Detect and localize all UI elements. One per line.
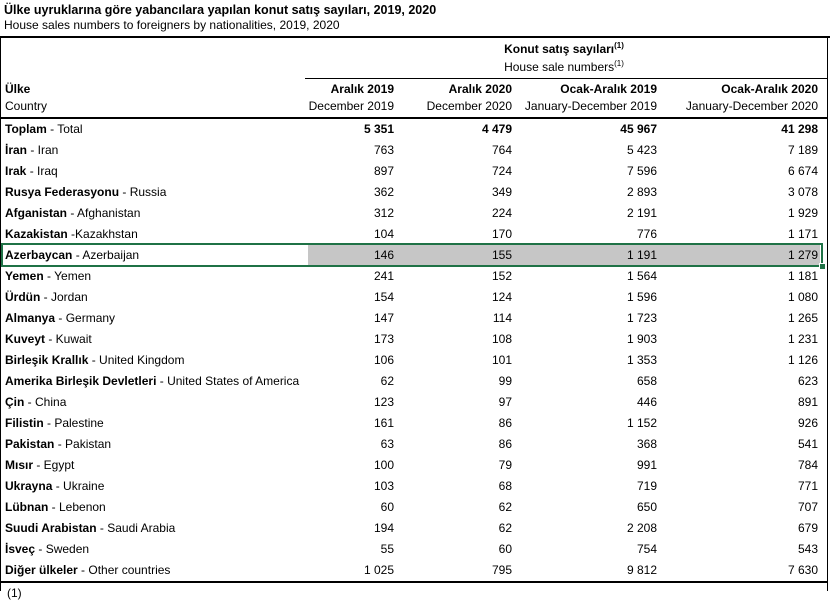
table-row[interactable]	[1, 308, 827, 329]
row-values	[308, 329, 820, 350]
value-cell[interactable]: 897	[373, 164, 394, 178]
value-cell[interactable]: 3 078	[787, 185, 818, 199]
country-name-en: - Sweden	[35, 542, 90, 556]
value-cell[interactable]: 764	[491, 143, 512, 157]
table-row[interactable]	[1, 140, 827, 161]
value-cell[interactable]: 795	[491, 563, 512, 577]
value-cell[interactable]: 60	[498, 542, 512, 556]
value-cell[interactable]: 541	[797, 437, 818, 451]
country-name-en: - Yemen	[43, 269, 92, 283]
column-header-january-december-2020: January-December 2020	[685, 99, 818, 113]
country-name-en: - Other countries	[77, 563, 171, 577]
table-row[interactable]	[1, 518, 827, 539]
country-name-tr: Birleşik Krallık	[5, 353, 89, 367]
column-header-aralik-2020: Aralık 2020	[448, 82, 512, 96]
value-cell[interactable]: 623	[797, 374, 818, 388]
country-name-tr: Afganistan	[5, 206, 68, 220]
value-cell[interactable]: 754	[636, 542, 657, 556]
row-values	[308, 203, 820, 224]
value-cell[interactable]: 124	[491, 290, 512, 304]
value-cell[interactable]: 2 208	[626, 521, 657, 535]
country-name-tr: Kuveyt	[5, 332, 46, 346]
column-header-aralik-2019: Aralık 2019	[330, 82, 394, 96]
value-cell[interactable]: 5 351	[363, 122, 394, 136]
country-cell[interactable]	[1, 119, 308, 140]
value-cell[interactable]: 1 279	[787, 248, 818, 262]
table-row[interactable]	[1, 539, 827, 560]
row-values	[308, 224, 820, 245]
country-name-en: - Pakistan	[54, 437, 112, 451]
country-cell[interactable]	[1, 203, 308, 224]
value-cell[interactable]: 1 126	[787, 353, 818, 367]
page-subtitle: House sales numbers to foreigners by nationalities, 2019, 2020	[4, 18, 340, 32]
bottom-rule	[1, 581, 827, 583]
table-row[interactable]	[1, 371, 827, 392]
row-values	[308, 371, 820, 392]
row-values	[308, 308, 820, 329]
group-header-en	[308, 58, 820, 78]
country-cell[interactable]	[1, 371, 308, 392]
country-name-en: - Lebenon	[48, 500, 106, 514]
country-name-tr: Rusya Federasyonu	[5, 185, 120, 199]
country-name-en: - Azerbaijan	[72, 248, 140, 262]
value-cell[interactable]: 446	[636, 395, 657, 409]
group-header-tr	[308, 38, 820, 58]
value-cell[interactable]: 2 893	[626, 185, 657, 199]
country-name-tr: İran	[5, 143, 28, 157]
value-cell[interactable]: 1 025	[363, 563, 394, 577]
value-cell[interactable]: 1 181	[787, 269, 818, 283]
column-header-ocak-aralik-2019: Ocak-Aralık 2019	[560, 82, 657, 96]
country-name-en: - Total	[46, 122, 83, 136]
value-cell[interactable]: 1 080	[787, 290, 818, 304]
value-cell[interactable]: 79	[498, 458, 512, 472]
value-cell[interactable]: 312	[373, 206, 394, 220]
value-cell[interactable]: 4 479	[481, 122, 512, 136]
value-cell[interactable]: 2 191	[626, 206, 657, 220]
value-cell[interactable]: 86	[498, 416, 512, 430]
value-cell[interactable]: 161	[373, 416, 394, 430]
table-row[interactable]	[1, 329, 827, 350]
column-header-line-en	[1, 98, 827, 115]
country-name-tr: Suudi Arabistan	[5, 521, 97, 535]
value-cell[interactable]: 60	[380, 500, 394, 514]
country-name-en: - Iran	[27, 143, 59, 157]
value-cell[interactable]: 106	[373, 353, 394, 367]
country-name-en: -Kazakhstan	[67, 227, 138, 241]
value-cell[interactable]: 170	[491, 227, 512, 241]
country-cell[interactable]	[1, 245, 308, 266]
value-cell[interactable]: 1 929	[787, 206, 818, 220]
row-values	[308, 245, 820, 266]
value-cell[interactable]: 146	[373, 248, 394, 262]
country-name-tr: Ukrayna	[5, 479, 53, 493]
country-name-tr: İsveç	[5, 542, 36, 556]
country-cell[interactable]	[1, 497, 308, 518]
column-header-ocak-aralik-2020: Ocak-Aralık 2020	[721, 82, 818, 96]
value-cell[interactable]: 926	[797, 416, 818, 430]
country-cell[interactable]	[1, 476, 308, 497]
value-cell[interactable]: 62	[498, 521, 512, 535]
value-cell[interactable]: 97	[498, 395, 512, 409]
table-row[interactable]	[1, 203, 827, 224]
country-name-en: - United Kingdom	[88, 353, 185, 367]
value-cell[interactable]: 658	[636, 374, 657, 388]
row-values	[308, 392, 820, 413]
group-header-tr-text: Konut satış sayıları	[504, 42, 615, 56]
country-name-tr: Pakistan	[5, 437, 55, 451]
country-column-header-tr: Ülke	[5, 82, 31, 96]
country-name-en: - Jordan	[40, 290, 88, 304]
table	[0, 38, 828, 600]
row-values	[308, 266, 820, 287]
country-name-tr: Mısır	[5, 458, 34, 472]
value-cell[interactable]: 99	[498, 374, 512, 388]
value-cell[interactable]: 1 152	[626, 416, 657, 430]
value-cell[interactable]: 154	[373, 290, 394, 304]
value-cell[interactable]: 362	[373, 185, 394, 199]
row-values	[308, 518, 820, 539]
value-cell[interactable]: 6 674	[787, 164, 818, 178]
title-block	[0, 0, 830, 38]
value-cell[interactable]: 1 191	[626, 248, 657, 262]
row-values	[308, 560, 820, 581]
value-cell[interactable]: 101	[491, 353, 512, 367]
value-cell[interactable]: 763	[373, 143, 394, 157]
country-name-en: - Afghanistan	[67, 206, 141, 220]
country-name-en: - Saudi Arabia	[96, 521, 176, 535]
value-cell[interactable]: 152	[491, 269, 512, 283]
country-cell[interactable]	[1, 329, 308, 350]
value-cell[interactable]: 100	[373, 458, 394, 472]
country-cell[interactable]	[1, 434, 308, 455]
row-values	[308, 161, 820, 182]
value-cell[interactable]: 679	[797, 521, 818, 535]
country-name-tr: Almanya	[5, 311, 56, 325]
value-cell[interactable]: 707	[797, 500, 818, 514]
table-row[interactable]	[1, 434, 827, 455]
value-cell[interactable]: 173	[373, 332, 394, 346]
country-name-tr: Irak	[5, 164, 27, 178]
value-cell[interactable]: 776	[636, 227, 657, 241]
value-cell[interactable]: 86	[498, 437, 512, 451]
table-row[interactable]	[1, 560, 827, 581]
table-row[interactable]	[1, 182, 827, 203]
table-row[interactable]	[1, 161, 827, 182]
value-cell[interactable]: 1 353	[626, 353, 657, 367]
row-values	[308, 455, 820, 476]
country-name-en: - United States of America	[156, 374, 300, 388]
table-row[interactable]	[1, 119, 827, 140]
column-headers	[1, 79, 827, 117]
value-cell[interactable]: 5 423	[626, 143, 657, 157]
country-cell[interactable]	[1, 224, 308, 245]
country-name-tr: Lübnan	[5, 500, 49, 514]
row-values	[308, 182, 820, 203]
country-cell[interactable]	[1, 413, 308, 434]
value-cell[interactable]: 155	[491, 248, 512, 262]
value-cell[interactable]: 62	[380, 374, 394, 388]
footnote-marker: (1)	[614, 59, 624, 68]
country-cell[interactable]	[1, 287, 308, 308]
table-row[interactable]	[1, 497, 827, 518]
value-cell[interactable]: 224	[491, 206, 512, 220]
table-row[interactable]	[1, 392, 827, 413]
value-cell[interactable]: 62	[498, 500, 512, 514]
value-cell[interactable]: 114	[492, 311, 512, 325]
row-values	[308, 413, 820, 434]
value-cell[interactable]: 719	[636, 479, 657, 493]
country-cell[interactable]	[1, 182, 308, 203]
row-values	[308, 539, 820, 560]
value-cell[interactable]: 349	[491, 185, 512, 199]
table-row[interactable]	[1, 455, 827, 476]
country-name-tr: Toplam	[5, 122, 47, 136]
column-header-december-2019: December 2019	[308, 99, 394, 113]
country-name-tr: Ürdün	[5, 290, 41, 304]
country-name-en: - Kuwait	[45, 332, 92, 346]
country-name-tr: Filistin	[5, 416, 44, 430]
table-row[interactable]	[1, 245, 827, 266]
table-row[interactable]	[1, 266, 827, 287]
row-values	[308, 140, 820, 161]
footnote-text: (1)	[7, 586, 22, 600]
country-name-tr: Kazakistan	[5, 227, 68, 241]
footnote	[1, 586, 827, 604]
value-cell[interactable]: 650	[636, 500, 657, 514]
row-values	[308, 497, 820, 518]
value-cell[interactable]: 104	[373, 227, 394, 241]
value-cell[interactable]: 891	[797, 395, 818, 409]
row-values	[308, 476, 820, 497]
country-cell[interactable]	[1, 161, 308, 182]
table-row[interactable]	[1, 287, 827, 308]
group-header-en-text: House sale numbers	[504, 60, 615, 74]
country-cell[interactable]	[1, 539, 308, 560]
value-cell[interactable]: 1 564	[626, 269, 657, 283]
value-cell[interactable]: 9 812	[626, 563, 657, 577]
country-name-en: - Russia	[119, 185, 167, 199]
value-cell[interactable]: 724	[491, 164, 512, 178]
value-cell[interactable]: 368	[636, 437, 657, 451]
value-cell[interactable]: 1 265	[787, 311, 818, 325]
country-name-tr: Amerika Birleşik Devletleri	[5, 374, 157, 388]
value-cell[interactable]: 7 189	[787, 143, 818, 157]
table-row[interactable]	[1, 350, 827, 371]
column-header-line-tr	[1, 81, 827, 98]
table-row[interactable]	[1, 413, 827, 434]
value-cell[interactable]: 45 967	[620, 122, 657, 136]
country-name-en: - Iraq	[26, 164, 58, 178]
value-cell[interactable]: 68	[498, 479, 512, 493]
country-column-header-en: Country	[5, 99, 48, 113]
country-name-en: - Palestine	[43, 416, 104, 430]
country-name-tr: Yemen	[5, 269, 44, 283]
value-cell[interactable]: 41 298	[781, 122, 818, 136]
country-cell[interactable]	[1, 392, 308, 413]
country-cell[interactable]	[1, 518, 308, 539]
value-cell[interactable]: 103	[373, 479, 394, 493]
table-body	[1, 119, 827, 581]
value-cell[interactable]: 784	[797, 458, 818, 472]
country-name-en: - Ukraine	[52, 479, 105, 493]
value-cell[interactable]: 7 596	[626, 164, 657, 178]
column-header-december-2020: December 2020	[426, 99, 512, 113]
table-row[interactable]	[1, 476, 827, 497]
country-name-tr: Azerbaycan	[5, 248, 73, 262]
value-cell[interactable]: 771	[797, 479, 818, 493]
value-cell[interactable]: 1 903	[626, 332, 657, 346]
table-row[interactable]	[1, 224, 827, 245]
country-cell[interactable]	[1, 140, 308, 161]
value-cell[interactable]: 108	[491, 332, 512, 346]
value-cell[interactable]: 1 231	[787, 332, 818, 346]
value-cell[interactable]: 543	[797, 542, 818, 556]
value-cell[interactable]: 194	[373, 521, 394, 535]
row-values	[308, 287, 820, 308]
footnote-marker: (1)	[614, 41, 624, 50]
value-cell[interactable]: 1 596	[626, 290, 657, 304]
country-cell[interactable]	[1, 308, 308, 329]
page-title: Ülke uyruklarına göre yabancılara yapılan konut satış sayıları, 2019, 2020	[4, 3, 437, 17]
country-cell[interactable]	[1, 350, 308, 371]
row-values	[308, 350, 820, 371]
value-cell[interactable]: 147	[373, 311, 394, 325]
country-cell[interactable]	[1, 455, 308, 476]
value-cell[interactable]: 123	[373, 395, 394, 409]
country-cell[interactable]	[1, 560, 308, 581]
column-header-january-december-2019: January-December 2019	[524, 99, 657, 113]
value-cell[interactable]: 55	[380, 542, 394, 556]
row-values	[308, 119, 820, 140]
country-name-en: - China	[24, 395, 67, 409]
country-name-tr: Çin	[5, 395, 25, 409]
country-name-en: - Egypt	[33, 458, 75, 472]
value-cell[interactable]: 1 171	[787, 227, 818, 241]
value-cell[interactable]: 241	[373, 269, 394, 283]
value-cell[interactable]: 63	[380, 437, 394, 451]
country-cell[interactable]	[1, 266, 308, 287]
value-cell[interactable]: 7 630	[787, 563, 818, 577]
value-cell[interactable]: 991	[636, 458, 657, 472]
country-name-tr: Diğer ülkeler	[5, 563, 78, 577]
country-name-en: - Germany	[55, 311, 116, 325]
row-values	[308, 434, 820, 455]
value-cell[interactable]: 1 723	[626, 311, 657, 325]
